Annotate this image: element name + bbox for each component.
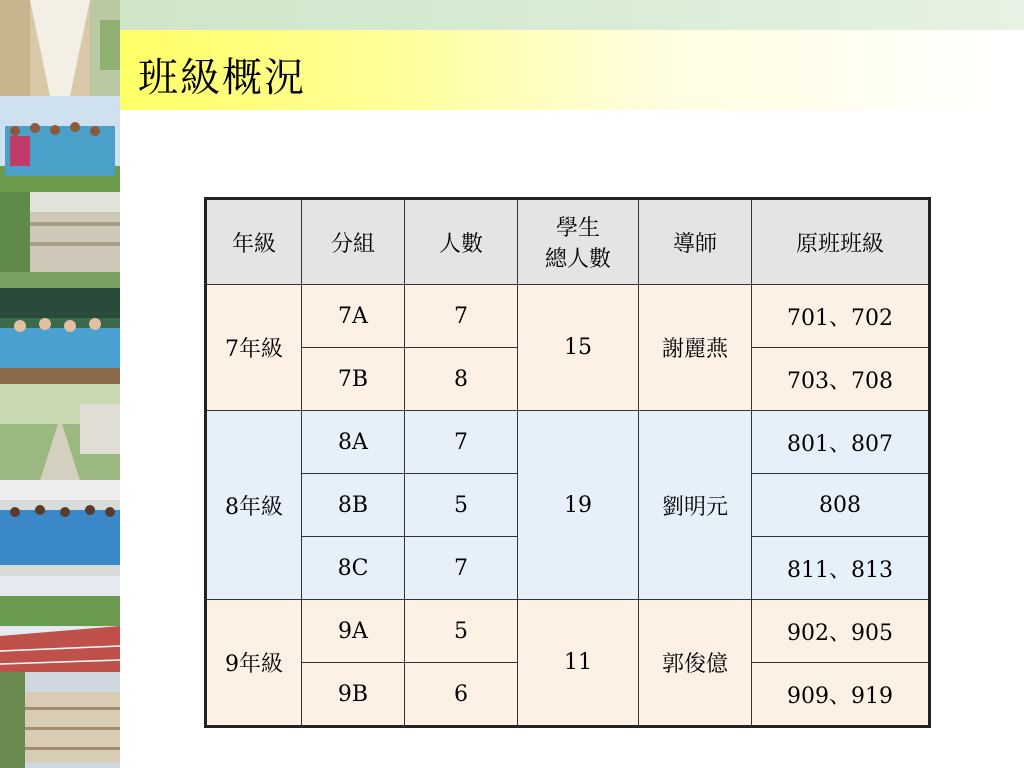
group-cell: 7A xyxy=(302,285,405,348)
count-cell: 7 xyxy=(405,285,518,348)
table-row xyxy=(206,411,930,474)
students-group-photo xyxy=(0,96,120,192)
photo-strip xyxy=(0,0,120,768)
original-class-cell: 902、905 xyxy=(752,600,930,663)
header-total xyxy=(518,199,639,285)
students-indoor-photo xyxy=(0,480,120,576)
header-total-line1: 學生 xyxy=(555,216,600,241)
teacher-cell: 劉明元 xyxy=(639,411,752,600)
count-cell: 8 xyxy=(405,348,518,411)
corridor-photo xyxy=(0,0,120,96)
top-decor-strip xyxy=(120,0,1024,30)
total-cell: 15 xyxy=(518,285,639,411)
header-grade: 年級 xyxy=(206,199,302,285)
count-cell: 5 xyxy=(405,600,518,663)
teacher-cell: 郭俊億 xyxy=(639,600,752,727)
total-cell: 11 xyxy=(518,600,639,727)
original-class-cell: 703、708 xyxy=(752,348,930,411)
group-cell: 9B xyxy=(302,663,405,727)
running-track-photo xyxy=(0,576,120,672)
count-cell: 7 xyxy=(405,411,518,474)
header-count: 人數 xyxy=(405,199,518,285)
grade-cell: 9年級 xyxy=(206,600,302,727)
campus-path-photo xyxy=(0,384,120,480)
group-cell: 9A xyxy=(302,600,405,663)
page-title: 班級概況 xyxy=(138,55,306,101)
group-cell: 8A xyxy=(302,411,405,474)
count-cell: 7 xyxy=(405,537,518,600)
group-cell: 8B xyxy=(302,474,405,537)
grade-cell: 8年級 xyxy=(206,411,302,600)
class-overview-table xyxy=(204,197,931,728)
group-cell: 8C xyxy=(302,537,405,600)
original-class-cell: 808 xyxy=(752,474,930,537)
teacher-cell: 謝麗燕 xyxy=(639,285,752,411)
table-row xyxy=(206,285,930,348)
table-row xyxy=(206,600,930,663)
campus-building-photo xyxy=(0,192,120,288)
header-group: 分組 xyxy=(302,199,405,285)
count-cell: 5 xyxy=(405,474,518,537)
original-class-cell: 701、702 xyxy=(752,285,930,348)
original-class-cell: 801、807 xyxy=(752,411,930,474)
total-cell: 19 xyxy=(518,411,639,600)
header-original-class: 原班班級 xyxy=(752,199,930,285)
school-building-photo xyxy=(0,672,120,768)
header-total-line2: 總人數 xyxy=(544,247,611,272)
grade-cell: 7年級 xyxy=(206,285,302,411)
classroom-photo xyxy=(0,288,120,384)
table-header-row xyxy=(206,199,930,285)
original-class-cell: 811、813 xyxy=(752,537,930,600)
original-class-cell: 909、919 xyxy=(752,663,930,727)
header-teacher: 導師 xyxy=(639,199,752,285)
count-cell: 6 xyxy=(405,663,518,727)
group-cell: 7B xyxy=(302,348,405,411)
